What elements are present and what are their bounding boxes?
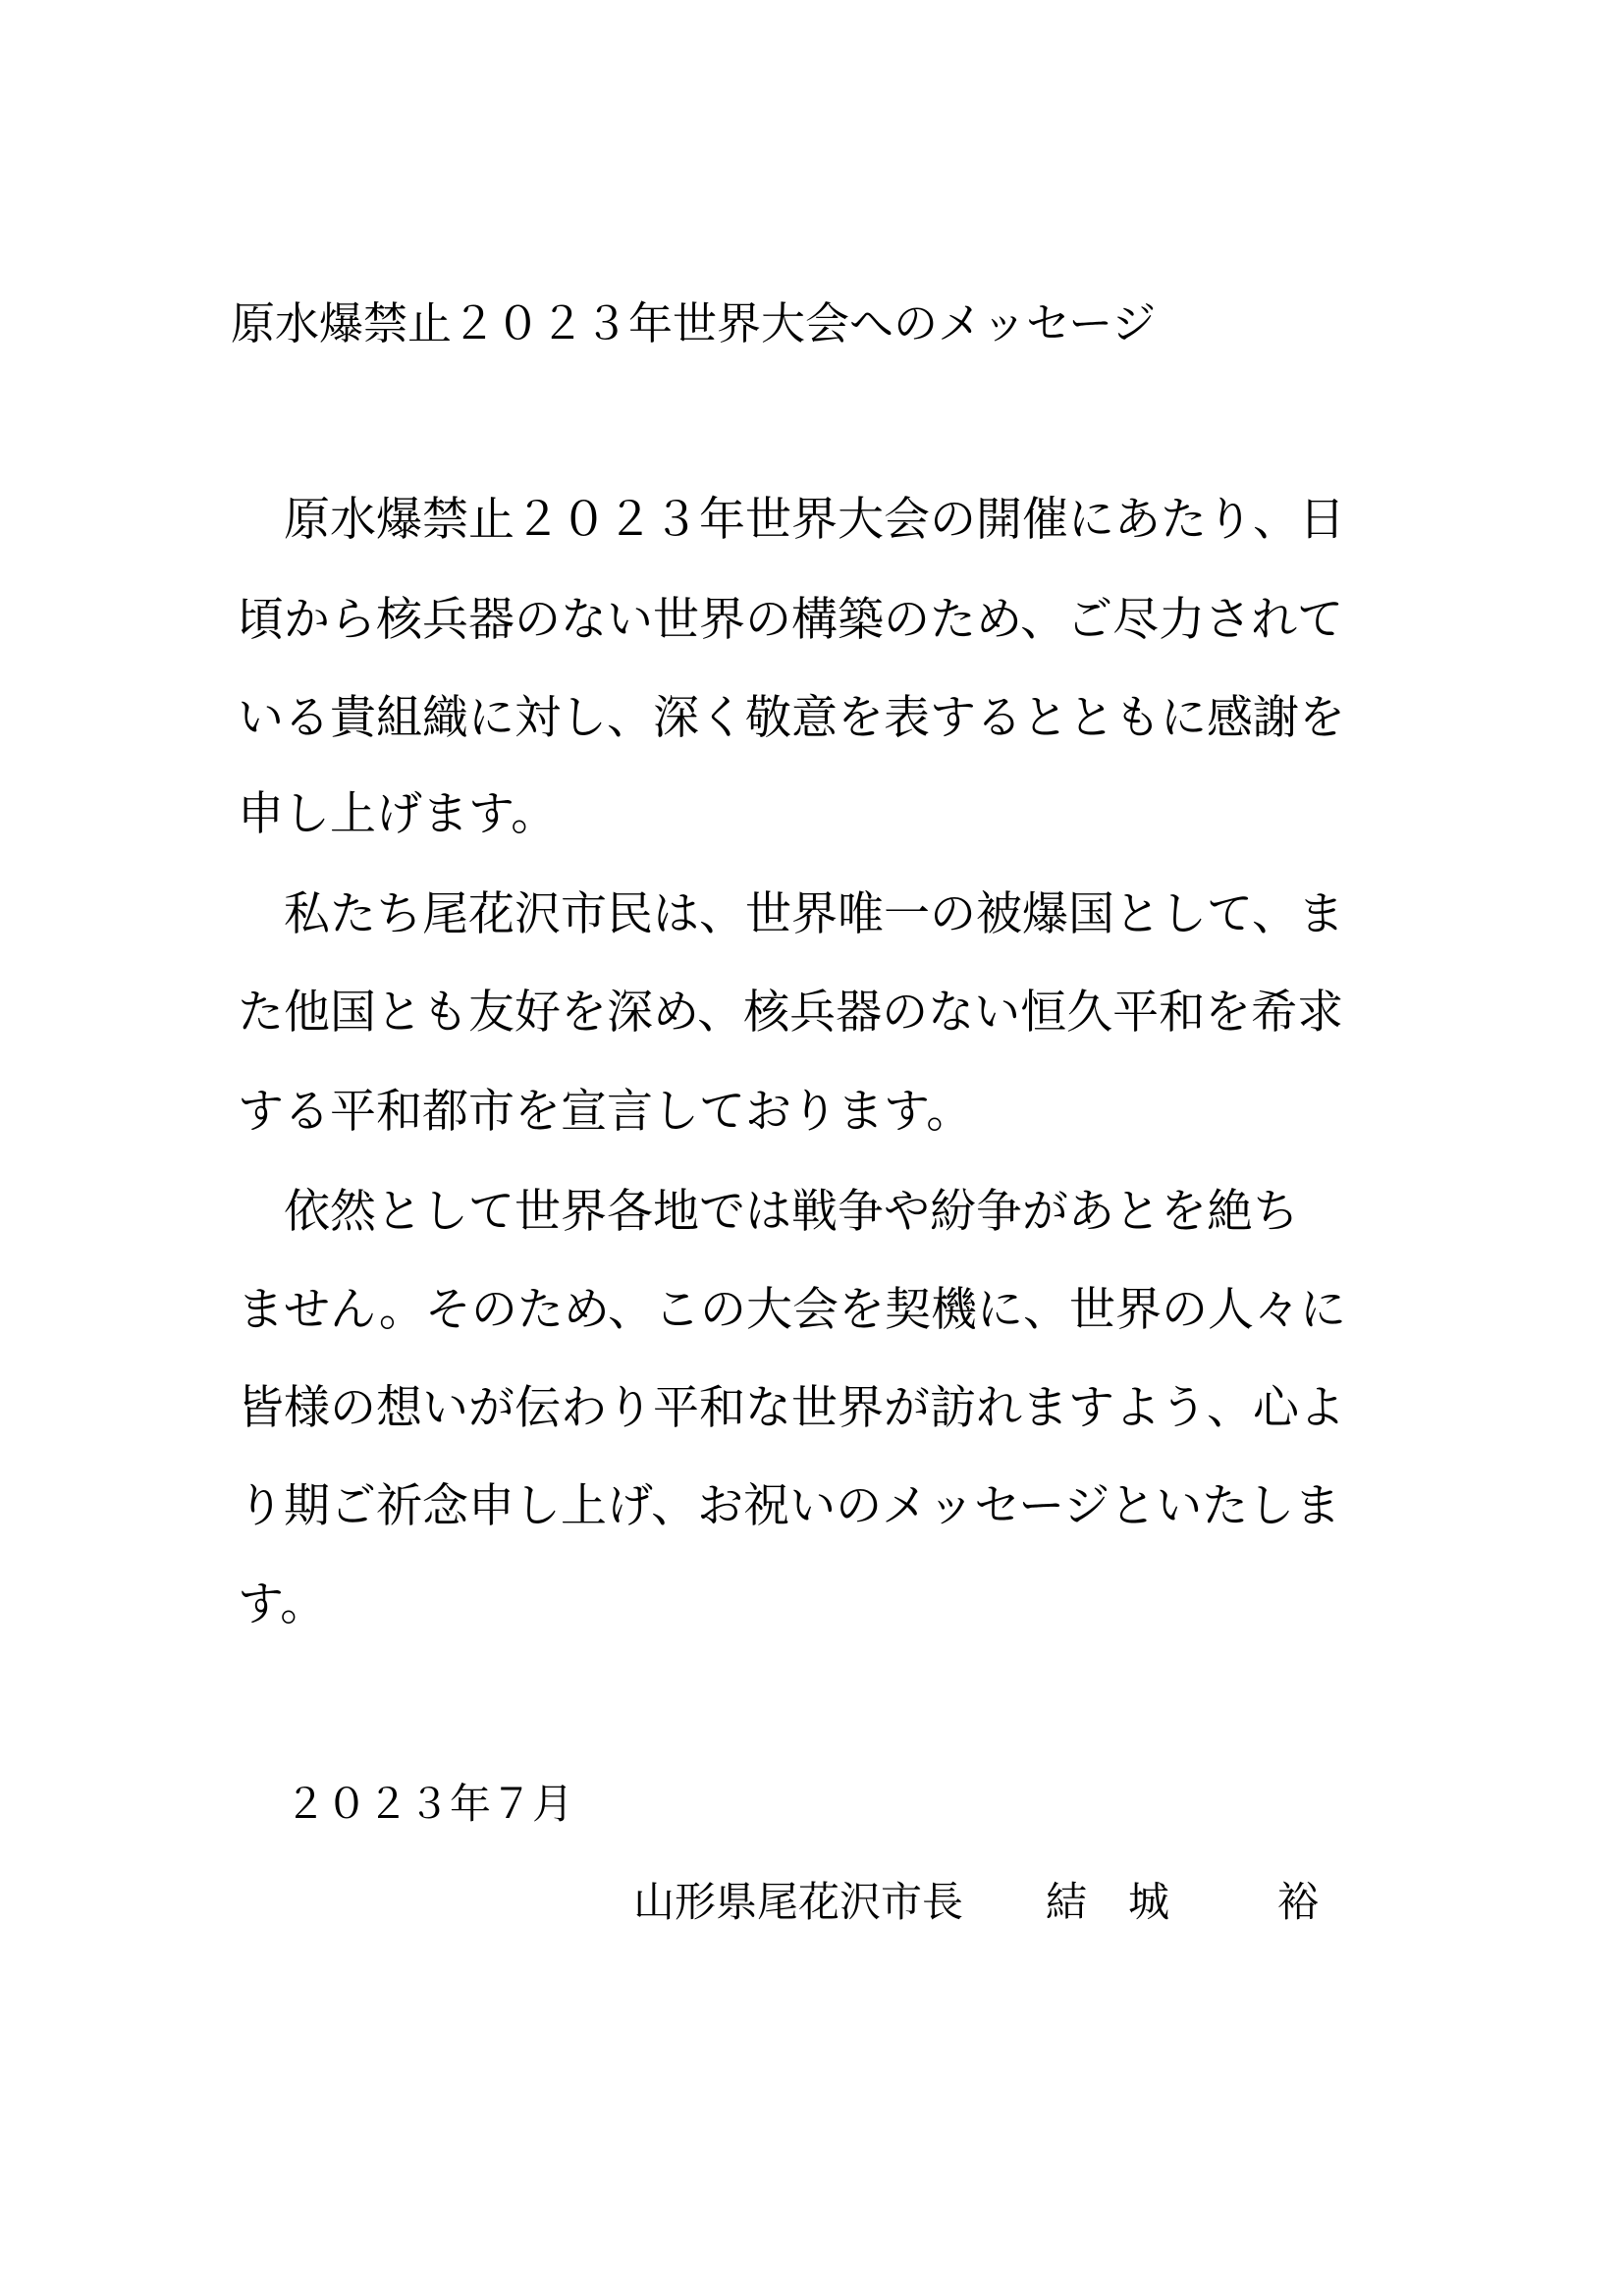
body-line: いる貴組織に対し、深く敬意を表するとともに感謝を [238,691,1345,745]
document-title: 原水爆禁止２０２３年世界大会へのメッセージ [231,297,1157,349]
signatory-surname-char-1: 結 [1046,1878,1088,1926]
signatory-surname-char-2: 城 [1128,1878,1170,1926]
signature-block [633,1873,1340,1932]
signatory-given-name: 裕 [1277,1878,1320,1926]
body-line: 依然として世界各地では戦争や紛争があとを絶ち [238,1185,1299,1239]
letter-date: ２０２３年７月 [285,1780,574,1828]
body-line: す。 [238,1577,327,1631]
body-line: 申し上げます。 [238,787,558,841]
body-line: 頃から核兵器のない世界の構築のため、ご尽力されて [238,593,1344,647]
body-line: り期ご祈念申し上げ、お祝いのメッセージといたしま [238,1479,1341,1533]
body-line: する平和都市を宣言しております。 [238,1085,973,1139]
body-line: 私たち尾花沢市民は、世界唯一の被爆国として、ま [238,887,1345,941]
body-line: 原水爆禁止２０２３年世界大会の開催にあたり、日 [238,493,1345,547]
body-line: 皆様の想いが伝わり平和な世界が訪れますよう、心よ [238,1381,1345,1435]
signatory-title: 山形県尾花沢市長 [633,1878,964,1926]
body-line: た他国とも友好を深め、核兵器のない恒久平和を希求 [238,986,1344,1040]
body-line: ません。そのため、この大会を契機に、世界の人々に [238,1283,1346,1337]
